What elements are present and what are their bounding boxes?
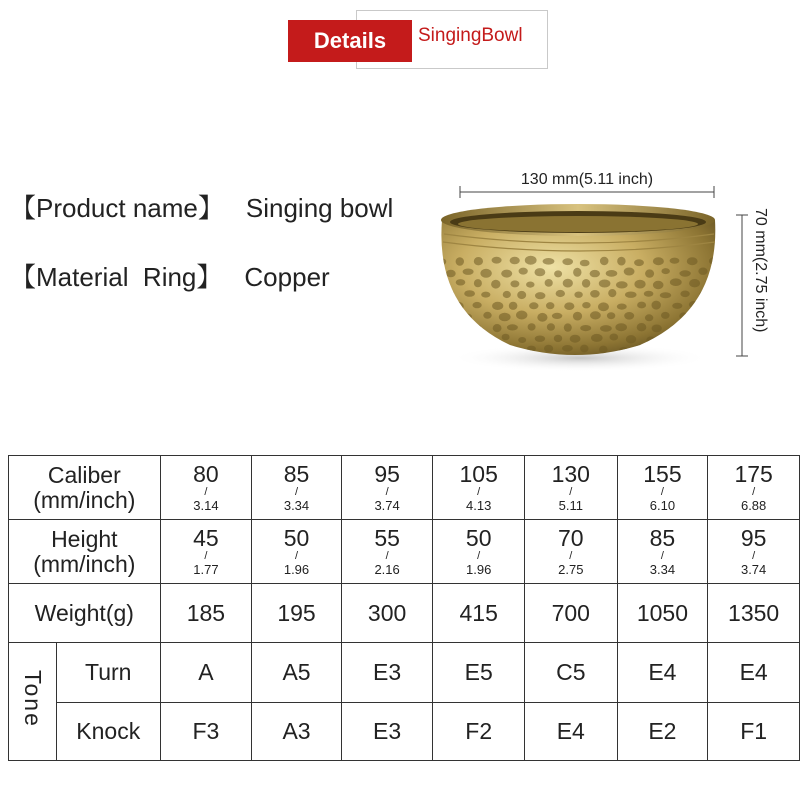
weight-row bbox=[9, 584, 800, 643]
product-name-value: Singing bowl bbox=[245, 193, 394, 223]
height-cell: 55 / 2.16 bbox=[341, 520, 433, 584]
caliber-row bbox=[9, 456, 800, 520]
caliber-cell: 105 / 4.13 bbox=[433, 456, 525, 520]
knock-cell: E3 bbox=[341, 703, 433, 761]
knock-header: Knock bbox=[56, 703, 160, 761]
weight-header: Weight(g) bbox=[9, 584, 161, 643]
tone-header: Tone bbox=[9, 643, 57, 761]
height-cell: 85 / 3.34 bbox=[617, 520, 708, 584]
caliber-cell: 85 / 3.34 bbox=[252, 456, 342, 520]
weight-cell: 195 bbox=[252, 584, 342, 643]
turn-cell: A5 bbox=[252, 643, 342, 703]
width-dimension-label: 130 mm(5.11 inch) bbox=[520, 171, 654, 188]
caliber-cell: 95 / 3.74 bbox=[341, 456, 433, 520]
weight-cell: 1350 bbox=[708, 584, 800, 643]
caliber-header: Caliber (mm/inch) bbox=[9, 456, 161, 520]
knock-cell: F1 bbox=[708, 703, 800, 761]
height-row bbox=[9, 520, 800, 584]
header-title: SingingBowl bbox=[418, 25, 523, 46]
height-cell: 45 / 1.77 bbox=[160, 520, 252, 584]
caliber-cell: 130 / 5.11 bbox=[525, 456, 618, 520]
turn-header: Turn bbox=[56, 643, 160, 703]
knock-cell: A3 bbox=[252, 703, 342, 761]
material-label: 【Material Ring】 bbox=[10, 262, 223, 292]
weight-cell: 700 bbox=[525, 584, 618, 643]
turn-cell: E4 bbox=[617, 643, 708, 703]
product-name-row bbox=[10, 188, 393, 225]
turn-cell: E3 bbox=[341, 643, 433, 703]
bowl-image bbox=[430, 160, 800, 390]
knock-cell: E4 bbox=[525, 703, 618, 761]
turn-cell: C5 bbox=[525, 643, 618, 703]
caliber-cell: 155 / 6.10 bbox=[617, 456, 708, 520]
material-value: Copper bbox=[244, 262, 330, 292]
knock-row bbox=[9, 703, 800, 761]
weight-cell: 185 bbox=[160, 584, 252, 643]
weight-cell: 415 bbox=[433, 584, 525, 643]
caliber-cell: 80 / 3.14 bbox=[160, 456, 252, 520]
turn-cell: E4 bbox=[708, 643, 800, 703]
material-row bbox=[10, 257, 330, 294]
height-cell: 50 / 1.96 bbox=[433, 520, 525, 584]
knock-cell: E2 bbox=[617, 703, 708, 761]
height-dimension-label: 70 mm(2.75 inch) bbox=[752, 208, 769, 333]
details-tab-label: Details bbox=[313, 28, 387, 53]
turn-row bbox=[9, 643, 800, 703]
spec-table bbox=[8, 455, 800, 761]
weight-cell: 1050 bbox=[617, 584, 708, 643]
caliber-cell: 175 / 6.88 bbox=[708, 456, 800, 520]
weight-cell: 300 bbox=[341, 584, 433, 643]
height-cell: 70 / 2.75 bbox=[525, 520, 618, 584]
turn-cell: A bbox=[160, 643, 252, 703]
turn-cell: E5 bbox=[433, 643, 525, 703]
knock-cell: F2 bbox=[433, 703, 525, 761]
details-tab[interactable] bbox=[288, 20, 412, 62]
height-cell: 50 / 1.96 bbox=[252, 520, 342, 584]
height-header: Height (mm/inch) bbox=[9, 520, 161, 584]
height-cell: 95 / 3.74 bbox=[708, 520, 800, 584]
knock-cell: F3 bbox=[160, 703, 252, 761]
product-name-label: 【Product name】 bbox=[10, 193, 224, 223]
